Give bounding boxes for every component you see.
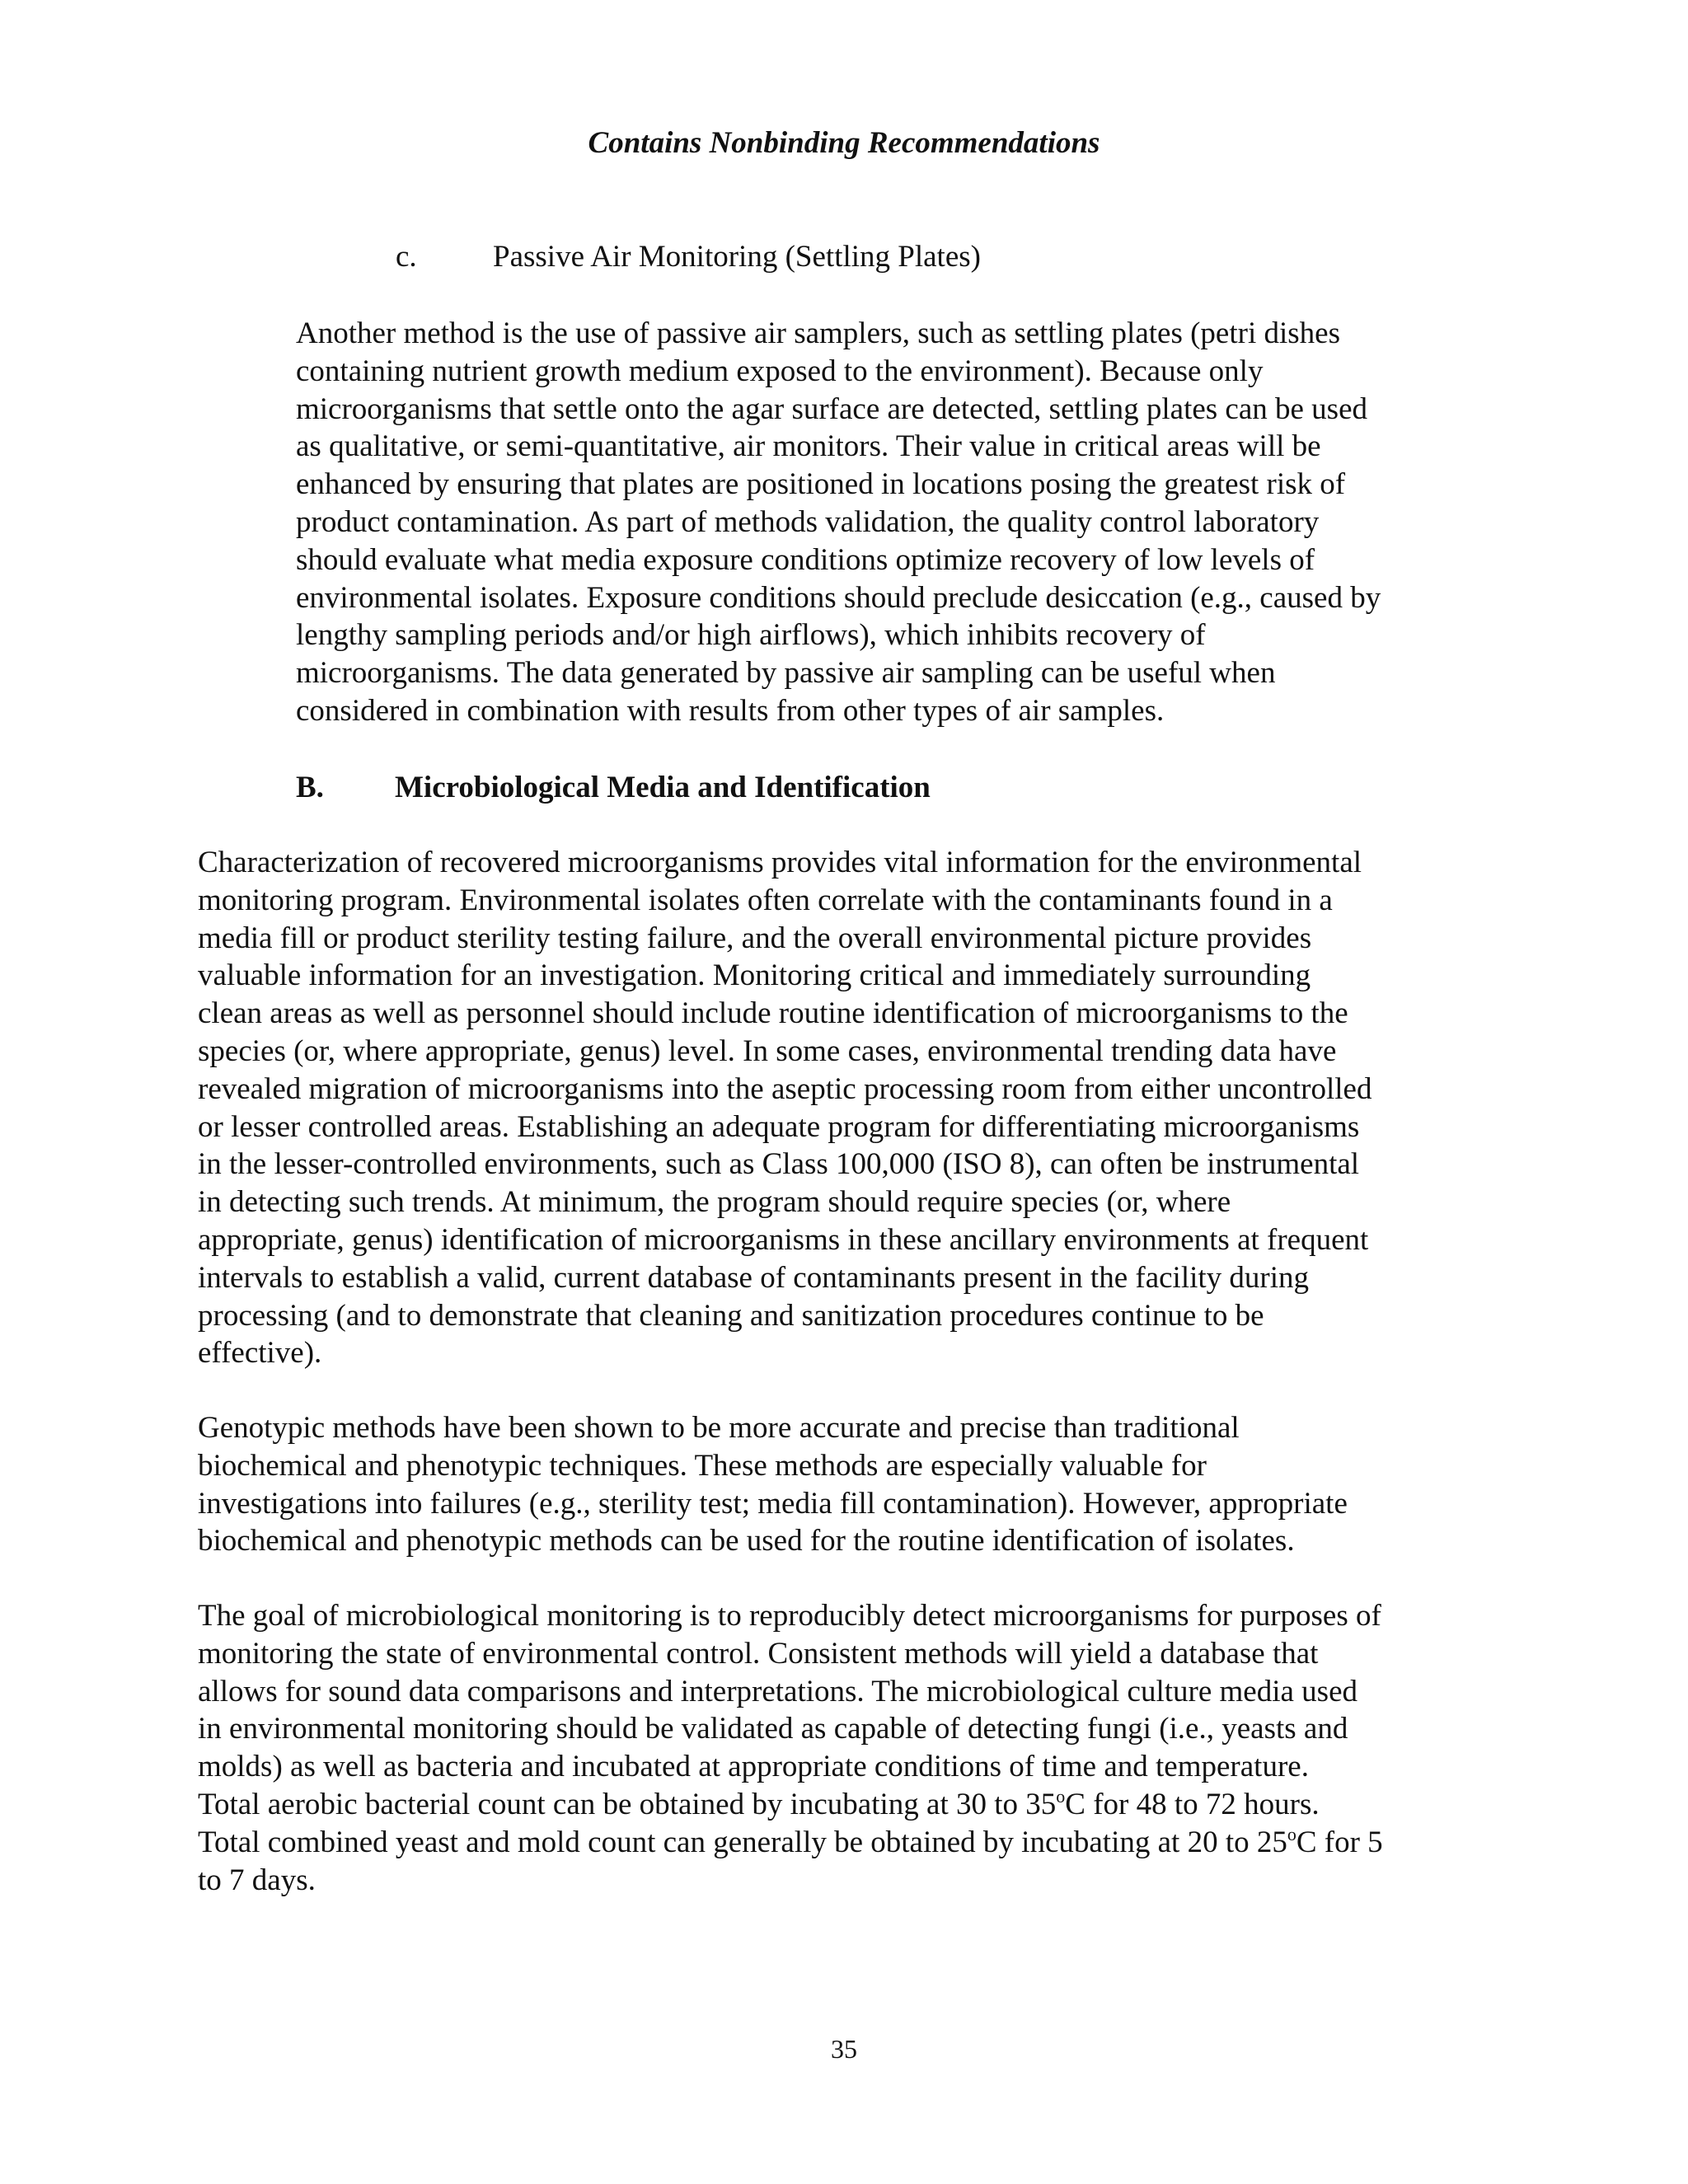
degree-superscript: o [1287,1823,1296,1844]
paragraph-characterization [198,844,1372,1372]
paragraph-line: appropriate, genus) identification of microorganisms in these ancillary environments at frequent [198,1222,1369,1257]
paragraph-line: in the lesser-controlled environments, such as Class 100,000 (ISO 8), can often be instrumental [198,1147,1360,1182]
paragraph-line: microorganisms. The data generated by passive air sampling can be useful when [296,656,1276,691]
paragraph-line: enhanced by ensuring that plates are positioned in locations posing the greatest risk of [296,467,1346,502]
page-number: 35 [831,2034,857,2064]
paragraph-passive-air-monitoring [296,315,1381,730]
section-number: B. [296,771,324,804]
paragraph-line: molds) as well as bacteria and incubated at appropriate conditions of time and temperature. [198,1750,1309,1784]
paragraph-line: microorganisms that settle onto the agar surface are detected, settling plates can be used [296,391,1368,426]
paragraph-line: monitoring the state of environmental control. Consistent methods will yield a database that [198,1636,1319,1671]
paragraph-line: in environmental monitoring should be validated as capable of detecting fungi (i.e., yeasts and [198,1712,1348,1746]
paragraph-line: or lesser controlled areas. Establishing an adequate program for differentiating microorganisms [198,1109,1360,1144]
paragraph-line: lengthy sampling periods and/or high airflows), which inhibits recovery of [296,618,1206,653]
subsection-title: Passive Air Monitoring (Settling Plates) [493,240,981,274]
section-heading-b [296,768,931,808]
paragraph-line: as qualitative, or semi-quantitative, air monitors. Their value in critical areas will be [296,429,1321,464]
paragraph-line: effective). [198,1336,322,1371]
paragraph-line: investigations into failures (e.g., sterility test; media fill contamination). However, appropriate [198,1486,1348,1521]
paragraph-line: allows for sound data comparisons and interpretations. The microbiological culture media used [198,1674,1357,1708]
paragraph-line: Characterization of recovered microorganisms provides vital information for the environmental [198,846,1362,879]
paragraph-line: biochemical and phenotypic methods can be used for the routine identification of isolates. [198,1524,1295,1558]
paragraph-line: revealed migration of microorganisms into the aseptic processing room from either uncontrolled [198,1071,1372,1106]
paragraph-line: product contamination. As part of methods validation, the quality control laboratory [296,504,1320,539]
paragraph-monitoring-goal [198,1597,1383,1899]
document-header: Contains Nonbinding Recommendations [588,126,1100,160]
paragraph-line: containing nutrient growth medium exposed to the environment). Because only [296,354,1264,388]
paragraph-line: Genotypic methods have been shown to be more accurate and precise than traditional [198,1411,1240,1445]
paragraph-line: The goal of microbiological monitoring is to reproducibly detect microorganisms for purposes of [198,1599,1381,1633]
paragraph-line: considered in combination with results from other types of air samples. [296,693,1165,728]
section-title: Microbiological Media and Identification [395,771,931,804]
subsection-number: c. [396,240,417,274]
paragraph-line: media fill or product sterility testing failure, and the overall environmental picture provides [198,921,1312,955]
paragraph-line: environmental isolates. Exposure conditions should preclude desiccation (e.g., caused by [296,580,1381,615]
paragraph-line: should evaluate what media exposure conditions optimize recovery of low levels of [296,542,1315,577]
paragraph-line: processing (and to demonstrate that cleaning and sanitization procedures continue to be [198,1298,1264,1333]
paragraph-line: valuable information for an investigation. Monitoring critical and immediately surrounding [198,958,1311,993]
paragraph-line-yeast-mold-count [198,1824,1383,1862]
paragraph-genotypic-methods [198,1409,1348,1560]
text-segment: Total combined yeast and mold count can generally be obtained by incubating at 20 to 25 [198,1825,1287,1859]
paragraph-line: in detecting such trends. At minimum, the program should require species (or, where [198,1185,1231,1220]
paragraph-line: clean areas as well as personnel should include routine identification of microorganisms to the [198,996,1348,1031]
paragraph-line: Another method is the use of passive air samplers, such as settling plates (petri dishes [296,316,1340,350]
text-segment: C for 5 [1296,1825,1383,1859]
paragraph-line: intervals to establish a valid, current database of contaminants present in the facility during [198,1260,1310,1295]
paragraph-line: to 7 days. [198,1863,316,1897]
subsection-heading-c [396,237,981,277]
paragraph-line: monitoring program. Environmental isolates often correlate with the contaminants found in a [198,883,1333,917]
degree-superscript: o [1056,1785,1066,1807]
text-segment: Total aerobic bacterial count can be obtained by incubating at 30 to 35 [198,1787,1057,1821]
paragraph-line-bacterial-count [198,1786,1383,1824]
paragraph-line: biochemical and phenotypic techniques. These methods are especially valuable for [198,1448,1207,1483]
paragraph-line: species (or, where appropriate, genus) level. In some cases, environmental trending data have [198,1033,1337,1068]
text-segment: C for 48 to 72 hours. [1065,1787,1320,1821]
